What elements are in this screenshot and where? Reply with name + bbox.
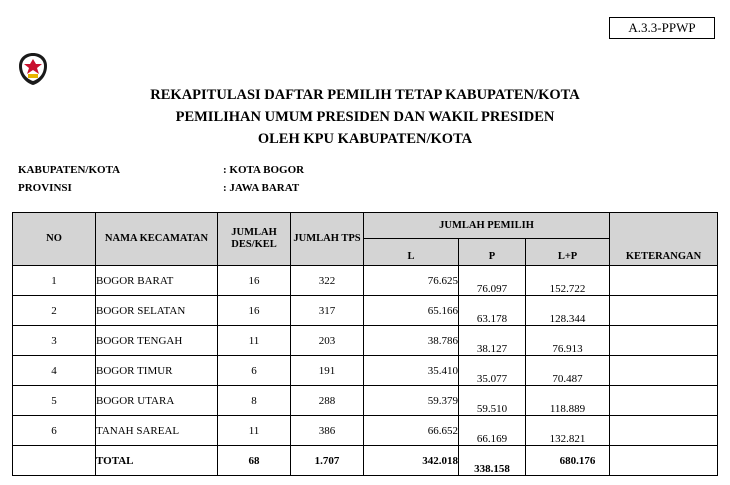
cell-lp: 118.889 — [526, 386, 610, 416]
cell-tps: 386 — [291, 416, 364, 446]
cell-no: 5 — [13, 386, 96, 416]
cell-deskel: 11 — [218, 326, 291, 356]
cell-keterangan — [610, 356, 718, 386]
cell-no: 6 — [13, 416, 96, 446]
cell-keterangan — [610, 296, 718, 326]
table-row — [13, 356, 718, 386]
cell-deskel: 16 — [218, 296, 291, 326]
cell-p: 38.127 — [459, 326, 526, 356]
cell-no: 3 — [13, 326, 96, 356]
total-keterangan — [610, 446, 718, 476]
cell-no: 1 — [13, 266, 96, 296]
cell-deskel: 16 — [218, 266, 291, 296]
kabupaten-label: KABUPATEN/KOTA — [18, 164, 121, 176]
cell-keterangan — [610, 416, 718, 446]
cell-lp: 152.722 — [526, 266, 610, 296]
table-row — [13, 326, 718, 356]
cell-kecamatan: BOGOR TIMUR — [96, 356, 218, 386]
header-jumlah-pemilih: JUMLAH PEMILIH — [364, 213, 610, 239]
title-line-2: PEMILIHAN UMUM PRESIDEN DAN WAKIL PRESIDEN — [175, 109, 555, 125]
table-row — [13, 296, 718, 326]
cell-l: 38.786 — [364, 326, 459, 356]
total-lp: 680.176 — [526, 446, 610, 476]
cell-p: 35.077 — [459, 356, 526, 386]
cell-p: 76.097 — [459, 266, 526, 296]
form-code: A.3.3-PPWP — [609, 17, 715, 39]
header-no: NO — [13, 213, 96, 266]
cell-no: 4 — [13, 356, 96, 386]
cell-l: 65.166 — [364, 296, 459, 326]
cell-deskel: 11 — [218, 416, 291, 446]
cell-lp: 76.913 — [526, 326, 610, 356]
table-row — [13, 266, 718, 296]
header-p: P — [459, 239, 526, 266]
document-title — [0, 84, 730, 150]
voter-recap-table — [12, 212, 718, 476]
kabupaten-row — [18, 164, 305, 176]
cell-l: 66.652 — [364, 416, 459, 446]
cell-kecamatan: BOGOR UTARA — [96, 386, 218, 416]
total-p: 338.158 — [459, 446, 526, 476]
cell-l: 35.410 — [364, 356, 459, 386]
header-lp: L+P — [526, 239, 610, 266]
cell-lp: 132.821 — [526, 416, 610, 446]
total-tps: 1.707 — [291, 446, 364, 476]
cell-p: 66.169 — [459, 416, 526, 446]
header-keterangan: KETERANGAN — [610, 213, 718, 266]
header-jumlah-tps: JUMLAH TPS — [291, 213, 364, 266]
header-jumlah-deskel: JUMLAH DES/KEL — [218, 213, 291, 266]
provinsi-row — [18, 182, 300, 194]
total-label: TOTAL — [96, 446, 218, 476]
cell-tps: 317 — [291, 296, 364, 326]
cell-deskel: 6 — [218, 356, 291, 386]
cell-lp: 128.344 — [526, 296, 610, 326]
cell-p: 59.510 — [459, 386, 526, 416]
cell-l: 59.379 — [364, 386, 459, 416]
total-deskel: 68 — [218, 446, 291, 476]
kpu-logo-icon — [18, 52, 48, 86]
title-line-1: REKAPITULASI DAFTAR PEMILIH TETAP KABUPATEN/KOTA — [150, 87, 580, 103]
total-row — [13, 446, 718, 476]
provinsi-label: PROVINSI — [18, 182, 72, 194]
total-l: 342.018 — [364, 446, 459, 476]
cell-tps: 191 — [291, 356, 364, 386]
title-line-3: OLEH KPU KABUPATEN/KOTA — [257, 131, 473, 147]
kabupaten-value: : KOTA BOGOR — [223, 164, 305, 176]
cell-tps: 288 — [291, 386, 364, 416]
cell-tps: 322 — [291, 266, 364, 296]
cell-no-empty — [13, 446, 96, 476]
cell-l: 76.625 — [364, 266, 459, 296]
table-row — [13, 416, 718, 446]
cell-kecamatan: BOGOR BARAT — [96, 266, 218, 296]
cell-kecamatan: BOGOR TENGAH — [96, 326, 218, 356]
cell-deskel: 8 — [218, 386, 291, 416]
cell-kecamatan: TANAH SAREAL — [96, 416, 218, 446]
cell-keterangan — [610, 386, 718, 416]
cell-kecamatan: BOGOR SELATAN — [96, 296, 218, 326]
cell-keterangan — [610, 326, 718, 356]
header-l: L — [364, 239, 459, 266]
cell-keterangan — [610, 266, 718, 296]
provinsi-value: : JAWA BARAT — [223, 182, 300, 194]
table-row — [13, 386, 718, 416]
header-nama-kecamatan: NAMA KECAMATAN — [96, 213, 218, 266]
cell-tps: 203 — [291, 326, 364, 356]
cell-lp: 70.487 — [526, 356, 610, 386]
cell-no: 2 — [13, 296, 96, 326]
cell-p: 63.178 — [459, 296, 526, 326]
